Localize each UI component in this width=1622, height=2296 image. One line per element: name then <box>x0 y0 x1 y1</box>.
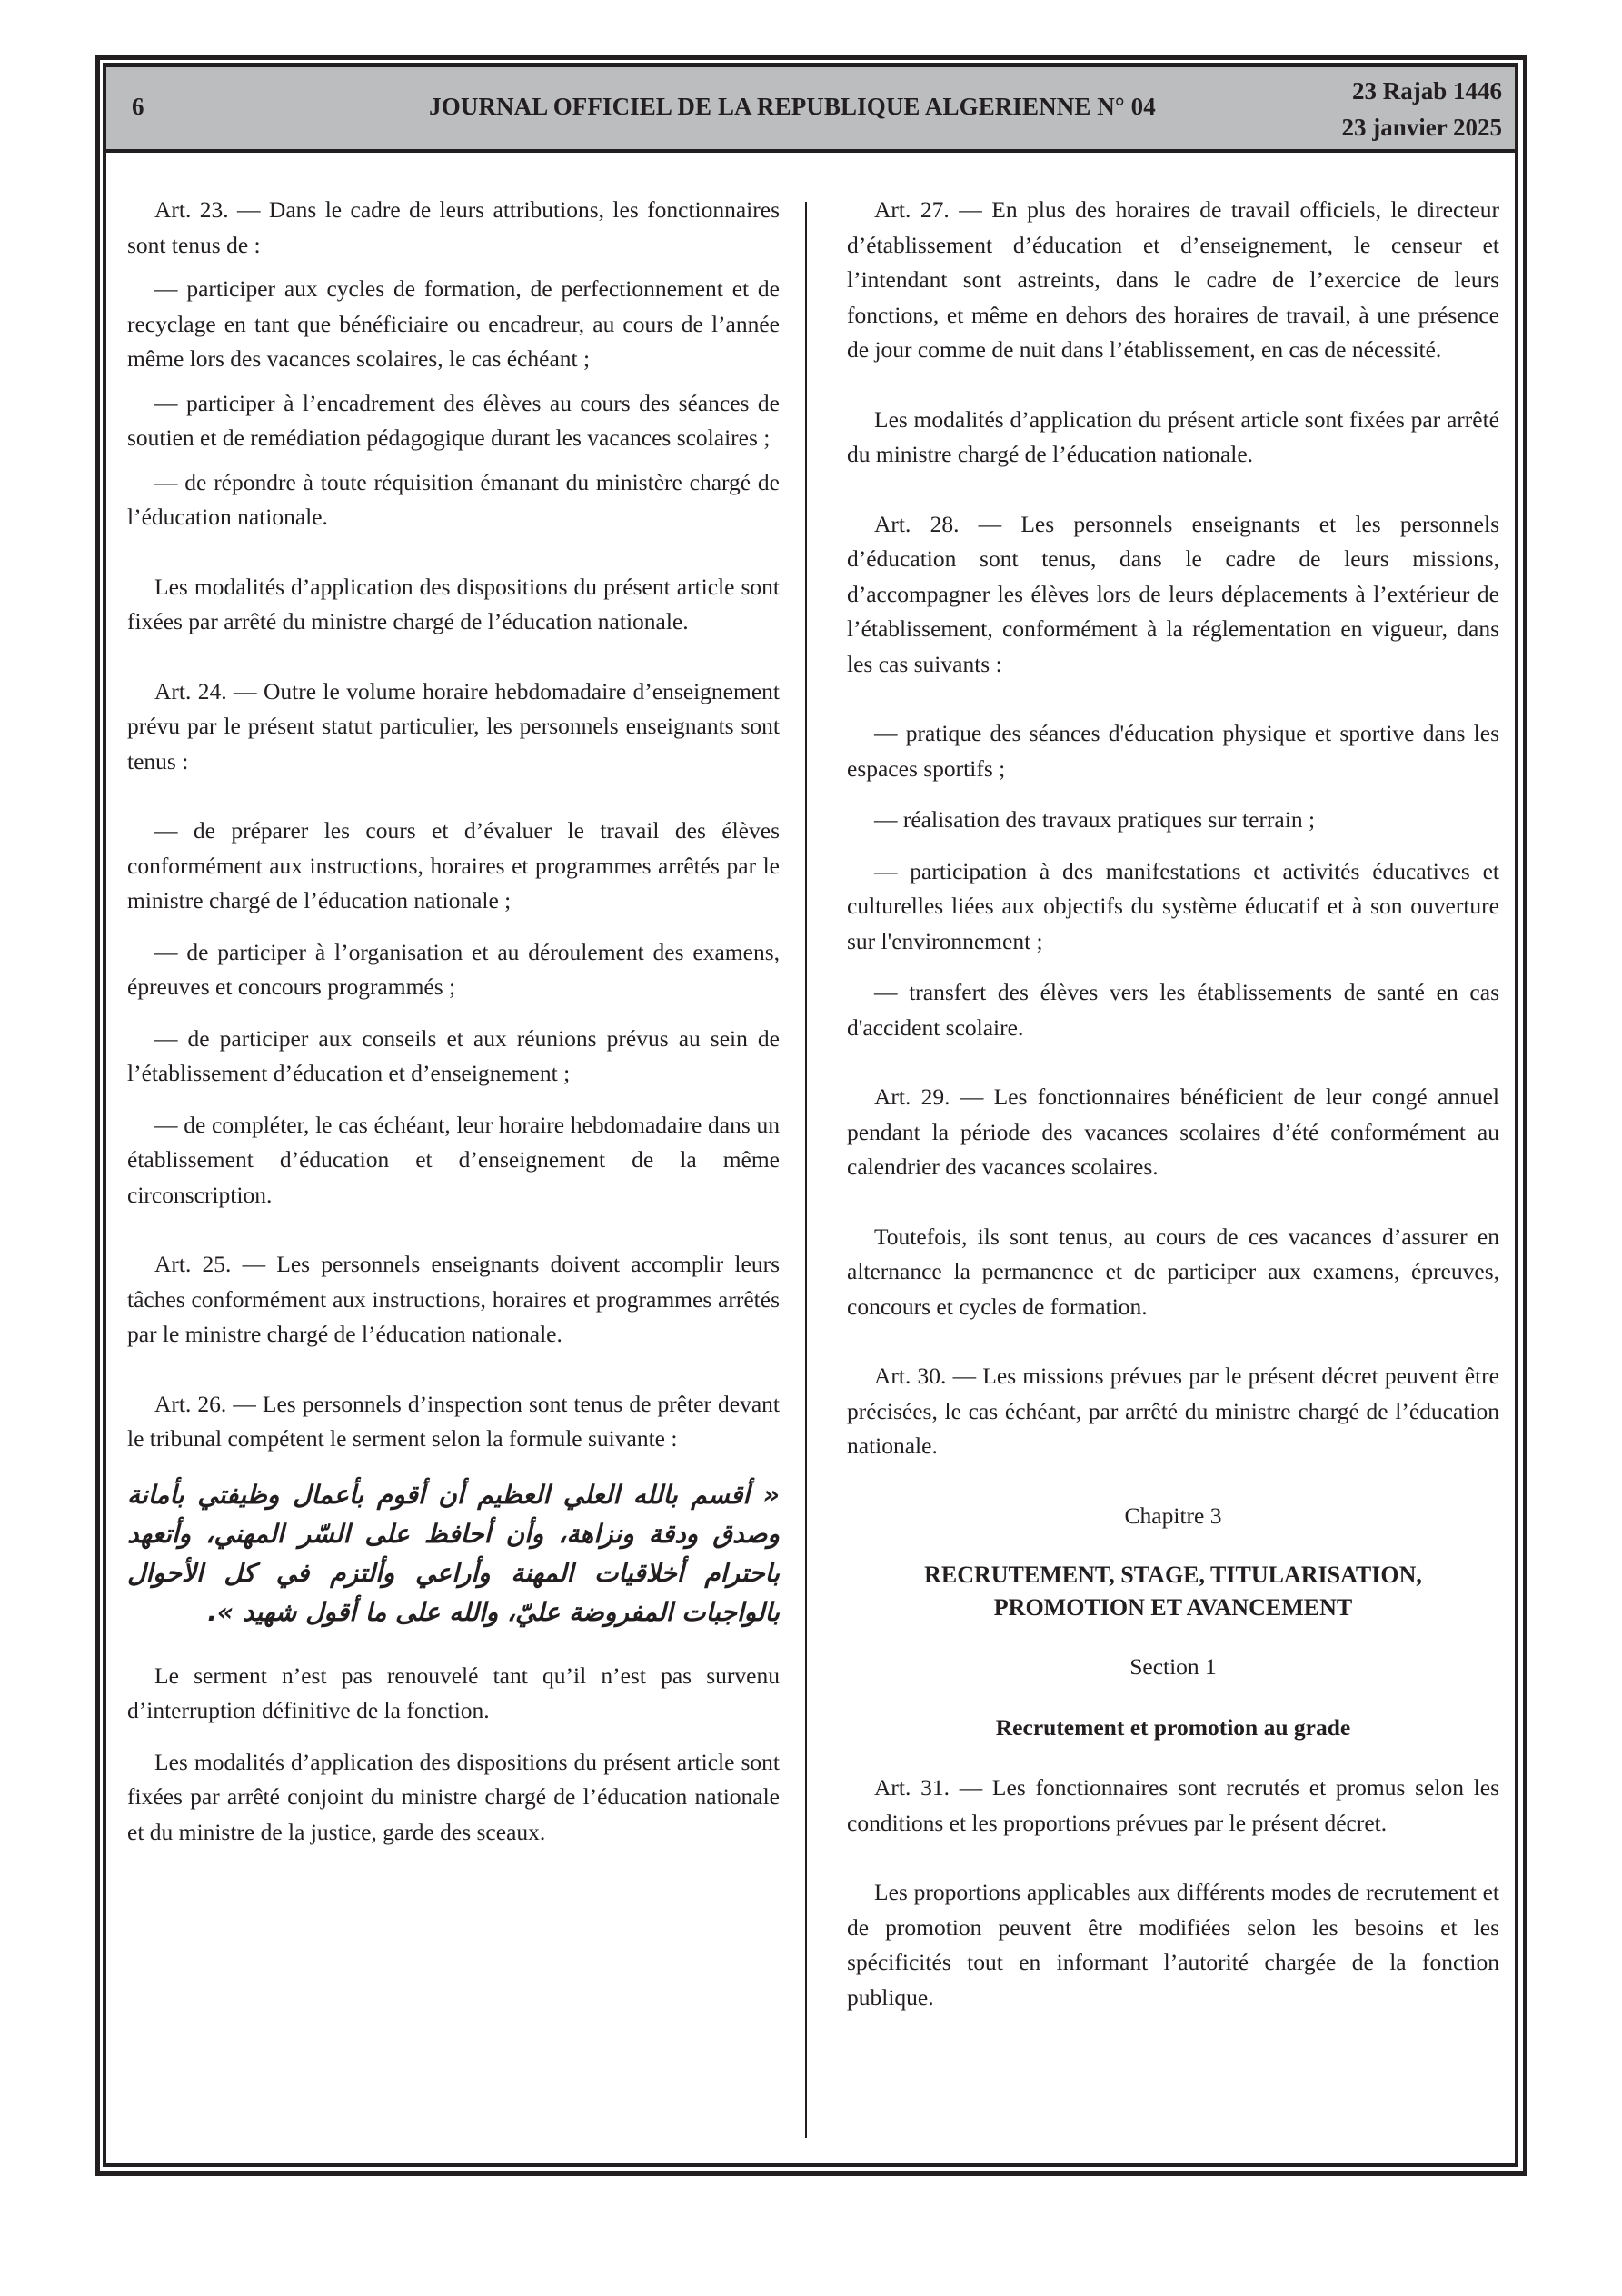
list-item: — de préparer les cours et d’évaluer le travail des élèves conformément aux instructions, horaires et programmes arrêtés par le ministre chargé de l’éducation nationale ; <box>127 817 780 913</box>
article-27: Art. 27. — En plus des horaires de travail officiels, le directeur d’établissement d’éducation et d’enseignement, le censeur et l’intendant sont astreints, dans le cadre de l’exercice de leurs fonctions, et même en dehors des horaires de travail, à une présence de jour comme de nuit dans l’établissement, en cas de nécessité. <box>847 196 1499 363</box>
date-hijri: 23 Rajab 1446 <box>1351 77 1502 105</box>
right-column <box>847 193 1499 2050</box>
article-26: Art. 26. — Les personnels d’inspection sont tenus de prêter devant le tribunal compétent le serment selon la formule suivante : <box>127 1390 780 1452</box>
chapter-label: Chapitre 3 <box>1124 1502 1222 1529</box>
column-divider <box>805 202 807 2138</box>
list-item: — participer à l’encadrement des élèves au cours des séances de soutien et de remédiation pédagogique durant les vacances scolaires ; <box>127 389 780 451</box>
list-item: — de participer à l’organisation et au déroulement des examens, épreuves et concours programmés ; <box>127 938 780 1000</box>
article-23-intro: Art. 23. — Dans le cadre de leurs attributions, les fonctionnaires sont tenus de : <box>127 196 780 258</box>
date-gregorian: 23 janvier 2025 <box>1341 114 1502 141</box>
paragraph: Les proportions applicables aux différents modes de recrutement et de promotion peuvent être modifiées selon les besoins et les spécificités tout en informant l’autorité chargée de la fonction publique. <box>847 1879 1499 2011</box>
article-25: Art. 25. — Les personnels enseignants doivent accomplir leurs tâches conformément aux instructions, horaires et programmes arrêtés par le ministre chargé de l’éducation nationale. <box>127 1251 780 1347</box>
article-24-intro: Art. 24. — Outre le volume horaire hebdomadaire d’enseignement prévu par le présent statut particulier, les personnels enseignants sont tenus : <box>127 677 780 774</box>
paragraph: Les modalités d’application des dispositions du présent article sont fixées par arrêté du ministre chargé de l’éducation nationale. <box>127 573 780 634</box>
chapter-title-line-1: RECRUTEMENT, STAGE, TITULARISATION, <box>924 1562 1422 1588</box>
chapter-title <box>847 1559 1499 1624</box>
paragraph: Les modalités d’application du présent article sont fixées par arrêté du ministre chargé de l’éducation nationale. <box>847 405 1499 467</box>
paragraph: Toutefois, ils sont tenus, au cours de ces vacances d’assurer en alternance la permanence et de participer aux examens, épreuves, concours et cycles de formation. <box>847 1223 1499 1320</box>
list-item: — réalisation des travaux pratiques sur terrain ; <box>874 806 1316 833</box>
list-item: — de participer aux conseils et aux réunions prévus au sein de l’établissement d’éducation et d’enseignement ; <box>127 1024 780 1086</box>
list-item: — participer aux cycles de formation, de perfectionnement et de recyclage en tant que bénéficiaire ou encadreur, au cours de l’année même lors des vacances scolaires, le cas échéant ; <box>127 275 780 372</box>
list-item: — participation à des manifestations et activités éducatives et culturelles liées aux objectifs du système éducatif et à son ouverture sur l'environnement ; <box>847 857 1499 954</box>
list-item: — transfert des élèves vers les établissements de santé en cas d'accident scolaire. <box>847 979 1499 1041</box>
oath-arabic-text: « أقسم بالله العلي العظيم أن أقوم بأعمال وظيفتي بأمانة وصدق ودقة ونزاهة، وأن أحافظ على السّر المهني، وأتعهد باحترام أخلاقيات المهنة وأراعي وألتزم في كل الأحوال بالواجبات المفروضة عليّ، والله على ما أقول شهيد ». <box>127 1479 780 1627</box>
left-column <box>127 193 780 1884</box>
article-29: Art. 29. — Les fonctionnaires bénéficient de leur congé annuel pendant la période des vacances scolaires d’été conformément au calendrier des vacances scolaires. <box>847 1083 1499 1180</box>
issue-dates <box>1342 73 1503 145</box>
article-31: Art. 31. — Les fonctionnaires sont recrutés et promus selon les conditions et les proportions prévues par le présent décret. <box>847 1774 1499 1836</box>
journal-title: JOURNAL OFFICIEL DE LA REPUBLIQUE ALGERIENNE N° 04 <box>429 93 1156 120</box>
page-number: 6 <box>132 93 144 120</box>
article-30: Art. 30. — Les missions prévues par le présent décret peuvent être précisées, le cas échéant, par arrêté du ministre chargé de l’éducation nationale. <box>847 1363 1499 1459</box>
journal-header-band <box>106 67 1515 153</box>
article-28-intro: Art. 28. — Les personnels enseignants et les personnels d’éducation sont tenus, dans le cadre de leurs missions, d’accompagner les élèves lors de leurs déplacements à l’extérieur de l’établissement, conformément à la réglementation en vigueur, dans les cas suivants : <box>847 510 1499 677</box>
list-item: — de répondre à toute réquisition émanant du ministère chargé de l’éducation nationale. <box>127 468 780 530</box>
section-label: Section 1 <box>1129 1653 1217 1680</box>
list-item: — pratique des séances d'éducation physique et sportive dans les espaces sportifs ; <box>847 720 1499 782</box>
list-item: — de compléter, le cas échéant, leur horaire hebdomadaire dans un établissement d’éducation et d’enseignement de la même circonscription. <box>127 1111 780 1208</box>
paragraph: Le serment n’est pas renouvelé tant qu’il n’est pas survenu d’interruption définitive de la fonction. <box>127 1662 780 1723</box>
section-title: Recrutement et promotion au grade <box>995 1713 1351 1741</box>
body-columns <box>127 193 1499 2147</box>
chapter-title-line-2: PROMOTION ET AVANCEMENT <box>993 1594 1353 1621</box>
paragraph: Les modalités d’application des dispositions du présent article sont fixées par arrêté conjoint du ministre chargé de l’éducation nationale et du ministre de la justice, garde des sceaux. <box>127 1748 780 1845</box>
